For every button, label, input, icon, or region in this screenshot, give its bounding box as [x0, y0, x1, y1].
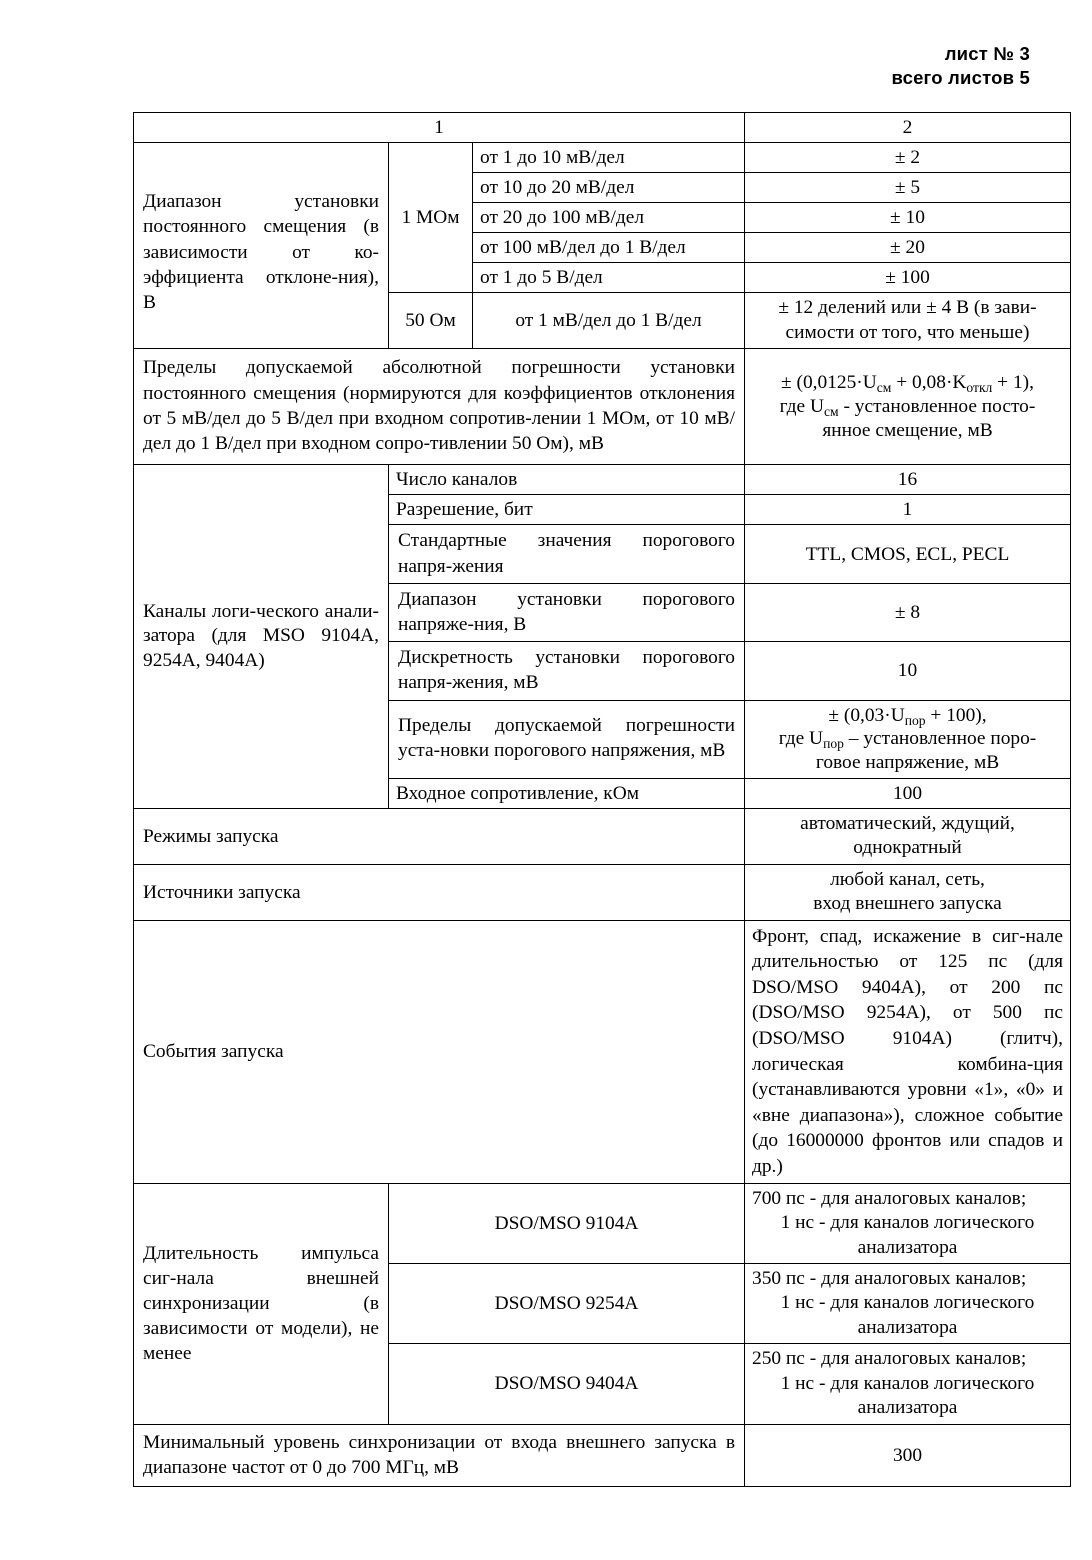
impedance-1mohm: 1 МОм [389, 143, 473, 293]
pulse-width-label: Длительность импульса сиг-нала внешней синхронизации (в зависимости от модели), не менее [134, 1183, 389, 1424]
logic-param-name: Диапазон установки порогового напряже-ния, В [389, 583, 745, 641]
trigger-events-label: События запуска [134, 920, 745, 1183]
table-row [134, 920, 1071, 1183]
formula-line-3: говое напряжение, мВ [815, 752, 1000, 774]
range-label-50ohm: от 1 мВ/дел до 1 В/дел [473, 293, 745, 349]
logic-param-value: TTL, CMOS, ECL, PECL [745, 525, 1071, 583]
formula-line-2: где $U_{см}$ - установленное посто- [779, 395, 1036, 419]
table-row [134, 1183, 1071, 1263]
range-label: от 20 до 100 мВ/дел [473, 203, 745, 233]
logic-param-value: 10 [745, 642, 1071, 700]
input-resistance-value: 100 [745, 778, 1071, 808]
table-row [134, 465, 1071, 495]
table-row [134, 808, 1071, 864]
offset-error-label: Пределы допускаемой абсолютной погрешности установки постоянного смещения (нормируются для коэффициентов отклонения от 5 мВ/дел до 5 В/дел при входном сопротив-лении 1 МОм, от 10 мВ/дел до 1 В/дел при входном сопро-тивлении 50 Ом), мВ [134, 349, 745, 465]
logic-analyzer-label: Каналы логи-ческого анали-затора (для MSO 9104A, 9254A, 9404A) [134, 465, 389, 809]
range-label: от 1 до 10 мВ/дел [473, 143, 745, 173]
range-label: от 10 до 20 мВ/дел [473, 173, 745, 203]
table-row [134, 349, 1071, 465]
range-value: ± 10 [745, 203, 1071, 233]
range-label: от 100 мВ/дел до 1 В/дел [473, 233, 745, 263]
logic-param-name: Дискретность установки порогового напря-жения, мВ [389, 642, 745, 700]
formula-line-2: где $U_{пор}$ – установленное поро- [778, 728, 1037, 752]
table-row [134, 1424, 1071, 1486]
pulse-width-model: DSO/MSO 9404A [389, 1344, 745, 1424]
min-trigger-level-value: 300 [745, 1424, 1071, 1486]
subscript-sm: см [823, 404, 839, 419]
subscript-otkl: откл [966, 380, 993, 396]
logic-param-value: 1 [745, 495, 1071, 525]
pulse-width-model: DSO/MSO 9254A [389, 1263, 745, 1343]
min-trigger-level-label: Минимальный уровень синхронизации от входа внешнего запуска в диапазоне частот от 0 до 700 МГц, мВ [134, 1424, 745, 1486]
formula-line-3: янное смещение, мВ [822, 419, 993, 441]
pulse-width-value: 700 пс - для аналоговых каналов; 1 нс - для каналов логического анализатора [745, 1183, 1071, 1263]
threshold-error-name: Пределы допускаемой погрешности уста-новки порогового напряжения, мВ [389, 700, 745, 778]
pulse-width-value: 350 пс - для аналоговых каналов; 1 нс - для каналов логического анализатора [745, 1263, 1071, 1343]
column-header-2: 2 [745, 113, 1071, 143]
offset-range-label: Диапазон установки постоянного смещения (в зависимости от ко-эффициента отклоне-ния), В [134, 143, 389, 349]
pulse-width-model: DSO/MSO 9104A [389, 1183, 745, 1263]
logic-param-name: Стандартные значения порогового напря-жения [389, 525, 745, 583]
trigger-modes-value: автоматический, ждущий, однократный [745, 808, 1071, 864]
range-value: ± 2 [745, 143, 1071, 173]
range-label: от 1 до 5 В/дел [473, 263, 745, 293]
table-header-row [134, 113, 1071, 143]
subscript-por: пор [904, 712, 926, 728]
range-value: ± 100 [745, 263, 1071, 293]
logic-param-value: ± 8 [745, 583, 1071, 641]
table-row [134, 864, 1071, 920]
range-value: ± 20 [745, 233, 1071, 263]
impedance-50ohm: 50 Ом [389, 293, 473, 349]
page-header [891, 42, 1030, 89]
offset-error-formula [745, 349, 1071, 465]
sheet-number: лист № 3 [944, 43, 1030, 64]
total-sheets: всего листов 5 [891, 66, 1030, 88]
trigger-sources-label: Источники запуска [134, 864, 745, 920]
trigger-events-value: Фронт, спад, искажение в сиг-нале длительностью от 125 пс (для DSO/MSO 9404A), от 200 пс (DSO/MSO 9254A), от 500 пс (DSO/MSO 9104A) (глитч), логическая комбина-ция (устанавливаются уровни «1», «0» и «вне диапазона»), сложное событие (до 16000000 фронтов или спадов и др.) [745, 920, 1071, 1183]
range-value-50ohm: ± 12 делений или ± 4 В (в зави- симости от того, что меньше) [745, 293, 1071, 349]
input-resistance-name: Входное сопротивление, кОм [389, 778, 745, 808]
subscript-por: пор [823, 736, 844, 752]
logic-param-name: Число каналов [389, 465, 745, 495]
trigger-sources-value: любой канал, сеть, вход внешнего запуска [745, 864, 1071, 920]
logic-param-name: Разрешение, бит [389, 495, 745, 525]
threshold-error-formula [745, 700, 1071, 778]
formula-line-1: ± $(0,03\cdot U_{пор} + 100)$, [828, 704, 987, 728]
column-header-1: 1 [134, 113, 745, 143]
logic-param-value: 16 [745, 465, 1071, 495]
subscript-sm: см [876, 380, 892, 396]
trigger-modes-label: Режимы запуска [134, 808, 745, 864]
specification-table [133, 112, 1071, 1487]
formula-line-1: ± $(0,0125\cdot U_{см} + 0,08\cdot K_{откл} + 1)$, [781, 372, 1034, 396]
table-row [134, 143, 1071, 173]
range-value: ± 5 [745, 173, 1071, 203]
pulse-width-value: 250 пс - для аналоговых каналов; 1 нс - для каналов логического анализатора [745, 1344, 1071, 1424]
